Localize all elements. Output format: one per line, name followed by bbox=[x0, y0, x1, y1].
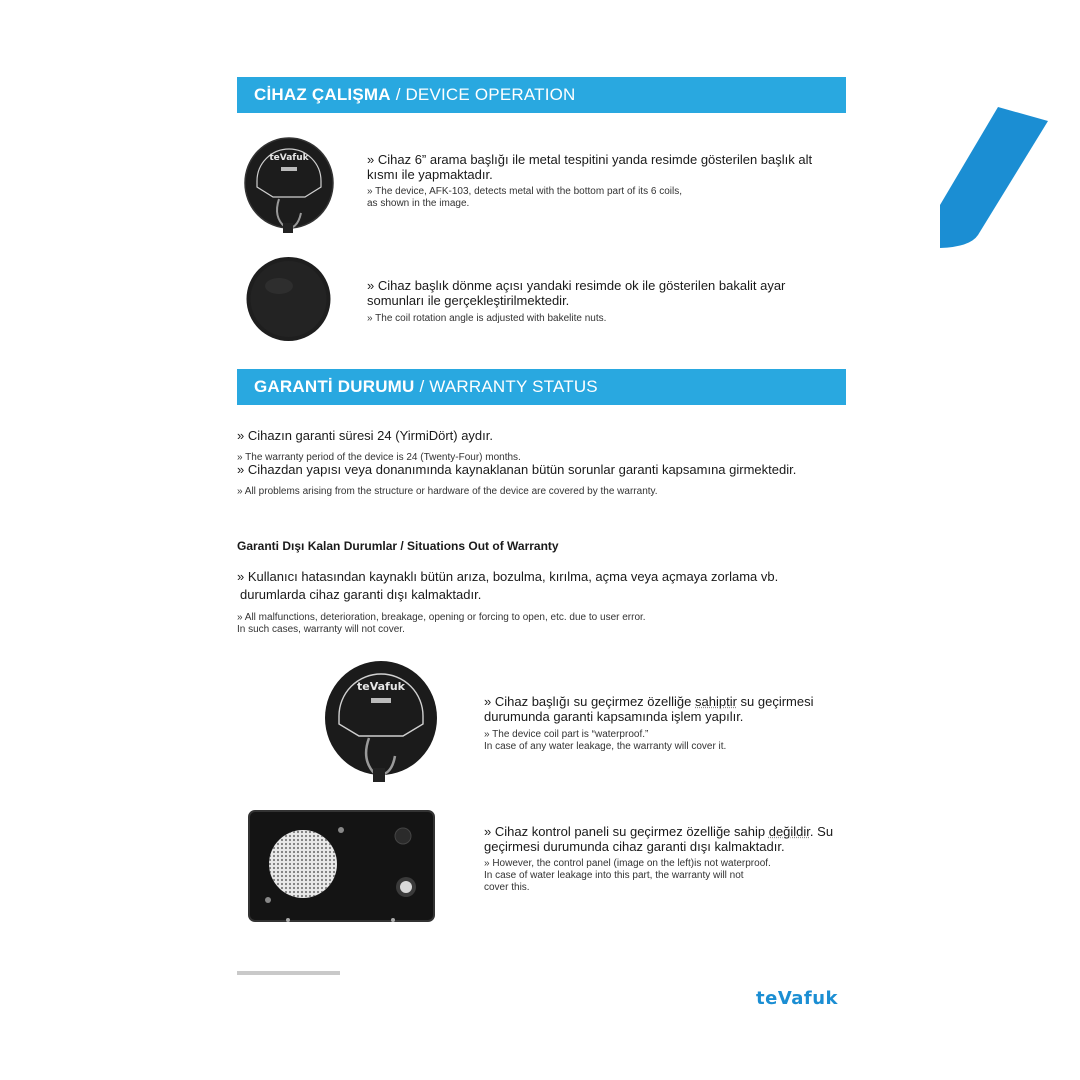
out-of-warranty-heading: Garanti Dışı Kalan Durumlar / Situations Out of Warranty bbox=[237, 539, 559, 553]
section-title-tr: CİHAZ ÇALIŞMA bbox=[254, 85, 391, 104]
warranty-period-tr: » Cihazın garanti süresi 24 (YirmiDört) aydır. bbox=[237, 428, 494, 443]
coil-logo-text: teVafuk bbox=[269, 153, 309, 163]
control-panel-image bbox=[248, 810, 435, 925]
item2-text-tr: » Cihaz başlık dönme açısı yandaki resimde ok ile gösterilen bakalit ayar somunları ile gerçekleştirilmektedir. bbox=[367, 278, 786, 308]
out-of-warranty-en-line1: » All malfunctions, deterioration, breakage, opening or forcing to open, etc. due to user error. bbox=[237, 612, 646, 623]
panel-not-waterproof-en-line1: » However, the control panel (image on the left)is not waterproof. bbox=[484, 858, 771, 869]
coil-underside-image bbox=[245, 256, 332, 342]
section-title-en: WARRANTY STATUS bbox=[429, 377, 598, 396]
section-header-warranty-status bbox=[237, 369, 846, 405]
item1-text-en-line2: as shown in the image. bbox=[367, 198, 470, 209]
out-of-warranty-tr-line2: durumlarda cihaz garanti dışı kalmaktadır. bbox=[240, 587, 482, 602]
out-of-warranty-en-line2: In such cases, warranty will not cover. bbox=[237, 624, 405, 635]
coil-image bbox=[243, 137, 335, 235]
coil-image bbox=[323, 660, 439, 784]
coil-logo-text: teVafuk bbox=[357, 680, 405, 693]
coil-waterproof-en-line2: In case of any water leakage, the warranty will cover it. bbox=[484, 741, 727, 752]
warranty-coverage-tr: » Cihazdan yapısı veya donanımında kaynaklanan bütün sorunlar garanti kapsamına girmektedir. bbox=[237, 462, 797, 477]
panel-not-waterproof-en-line3: cover this. bbox=[484, 882, 530, 893]
item1-text-tr: » Cihaz 6” arama başlığı ile metal tespitini yanda resimde gösterilen başlık alt kısmı ile yapmaktadır. bbox=[367, 152, 813, 182]
item1-text-en-line1: » The device, AFK-103, detects metal with the bottom part of its 6 coils, bbox=[367, 186, 682, 197]
panel-not-waterproof-tr: » Cihaz kontrol paneli su geçirmez özelliğe sahip değildir. Su geçirmesi durumunda cihaz garanti dışı kalmaktadır. bbox=[484, 824, 834, 854]
panel-not-waterproof-en-line2: In case of water leakage into this part, the warranty will not bbox=[484, 870, 744, 881]
warranty-coverage-en: » All problems arising from the structure or hardware of the device are covered by the warranty. bbox=[237, 486, 658, 497]
bottom-divider bbox=[237, 971, 340, 975]
section-separator: / bbox=[419, 377, 425, 396]
section-title-tr: GARANTİ DURUMU bbox=[254, 377, 415, 396]
out-of-warranty-tr-line1: » Kullanıcı hatasından kaynaklı bütün arıza, bozulma, kırılma, açma veya açmaya zorlama vb. bbox=[237, 569, 779, 584]
brand-logo: teVafuk bbox=[756, 988, 839, 1009]
section-header-device-operation bbox=[237, 77, 846, 113]
coil-waterproof-tr: » Cihaz başlığı su geçirmez özelliğe sahiptir su geçirmesi durumunda garanti kapsamında işlem yapılır. bbox=[484, 694, 814, 724]
section-separator: / bbox=[395, 85, 401, 104]
item2-text-en: » The coil rotation angle is adjusted with bakelite nuts. bbox=[367, 313, 607, 324]
warranty-period-en: » The warranty period of the device is 24 (Twenty-Four) months. bbox=[237, 452, 521, 463]
coil-waterproof-en-line1: » The device coil part is “waterproof.” bbox=[484, 729, 649, 740]
section-title-en: DEVICE OPERATION bbox=[405, 85, 576, 104]
accent-stripe bbox=[940, 107, 1050, 249]
